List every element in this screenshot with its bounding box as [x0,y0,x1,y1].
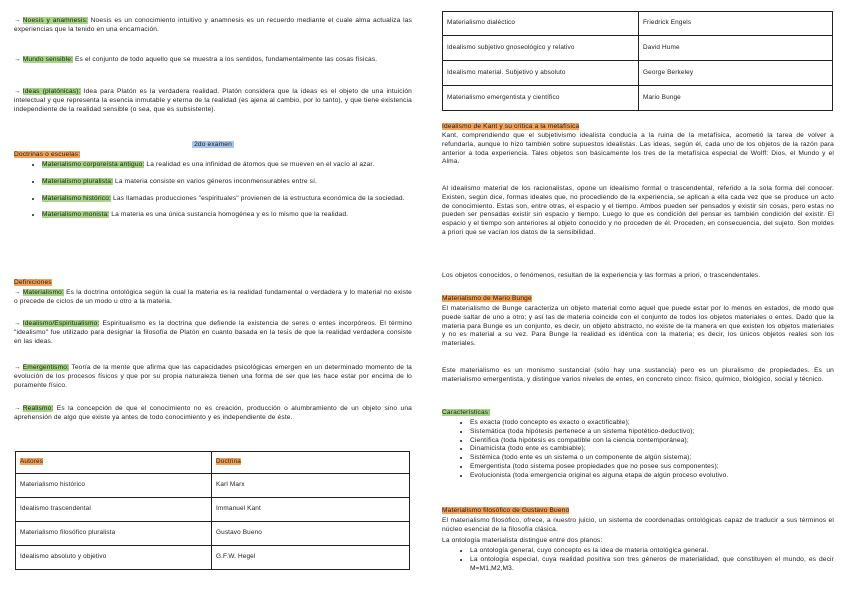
authors-table [15,451,410,570]
list-item: • Sistémica (todo ente es un sistema o un componente de algún sistema); [470,454,830,463]
table-cell: Gustavo Bueno [212,522,410,546]
bunge-paragraph-2: Este materialismo es un monismo sustancial (sólo hay una sustancia) pero es un pluralismo de propiedades. Es un materialismo emergentista, y distingue varios niveles de entes, en concreto cinco: físico, químico, biológico, social y técnico. [442,367,834,383]
table-cell: Idealismo trascendental [16,498,212,522]
list-item: • Evolucionista (toda emergencia original es alguna etapa de algún proceso evolutivo. [470,472,830,481]
definitions-heading: Definiciones [14,279,52,286]
list-item: • Emergentista (todo sistema posee propiedades que no posee sus componentes); [470,463,830,472]
table-cell: Idealismo subjetivo gnoseológico y relativo [443,36,639,61]
table-row [16,498,410,522]
table-cell: G.F.W. Hegel [212,546,410,570]
bunge-heading: Materialismo de Mario Bunge [442,295,532,302]
table-cell: Mario Bunge [639,86,833,111]
table-row [443,36,833,61]
table-cell: George Berkeley [639,61,833,86]
arrow-icon: → [14,289,21,296]
arrow-icon: → [14,364,21,371]
table-cell: Idealismo absoluto y objetivo [16,546,212,570]
bueno-heading: Materialismo filosófico de Gustavo Bueno [442,507,570,514]
table-row [443,61,833,86]
definition-idealismo: → Idealismo/Espiritualismo: Espiritualismo es la doctrina que defiende la existencia de seres o entes incorpóreos. El término "idealismo" fue utilizado para designar la filosofía de Platón en cuanto basada en la tesis de que la realidad verdadera consiste en las ideas. [14,320,412,345]
list-item: • Es exacta (todo concepto es exacto o exactificable); [470,419,830,428]
list-item: • Materialismo histórico: Las llamadas producciones "espirituales" provienen de la estructura económica de la sociedad. [42,195,412,204]
table-cell: Friedrick Engels [639,12,833,36]
table-cell: Materialismo histórico [16,474,212,498]
definition-emergentismo: → Emergentismo: Teoría de la mente que afirma que las capacidades psicológicas emergen en un determinado momento de la evolución de los procesos físicos y que por su propia naturaleza tienen una forma de ser que les hace estar por encima de lo puramente físico. [14,364,412,389]
arrow-icon: → [14,405,21,412]
schools-list [14,161,412,220]
table-row [16,522,410,546]
list-item: • La ontología general, cuyo concepto es la idea de materia ontológica general. [470,547,834,556]
list-item: • Materialismo corporeísta antiguo: La realidad es una infinidad de átomos que se mueven en el vacío al azar. [42,161,412,170]
table-cell: Idealismo material. Subjetivo y absoluto [443,61,639,86]
arrow-icon: → [14,320,21,327]
table-cell: Materialismo filosófico pluralista [16,522,212,546]
list-item: • Dinamicista (todo ente es cambiable); [470,445,830,454]
table-row [443,12,833,36]
table-header-cell: Autores [16,452,212,474]
table-cell: Karl Marx [212,474,410,498]
schools-heading: Doctrinas o escuelas: [14,151,81,158]
list-item: • Científica (toda hipótesis es compatible con la ciencia contemporánea); [470,437,830,446]
list-item: • Materialismo pluralista: La materia consiste en varios géneros inconmensurables entre sí. [42,178,412,187]
characteristics-list [442,419,830,481]
intro-ideas: → Ideas (platónicas): Idea para Platón es la verdadera realidad. Platón considera que la ideas es el objeto de una intuición intelectual y que representa la esencia inmutable y eterna de la realidad (es ajena al cambio, por lo tanto), y que tiene existencia independiente de la realidad sensible (o sea, que es subsistente). [14,88,412,113]
list-item: • La ontología especial, cuya realidad positiva son tres géneros de materialidad, que constituyen el mundo, es decir M=M1,M2,M3. [470,556,834,574]
intro-mundo-sensible: → Mundo sensible: Es el conjunto de todo aquello que se muestra a los sentidos, fundamentalmente las cosas físicas. [14,56,378,63]
table-row [16,546,410,570]
definition-materialismo: → Materialismo: Es la doctrina ontológica según la cual la materia es la realidad fundamental o verdadera y lo material no existe o precede de ciclos de un modo u otro a la materia. [14,289,412,305]
table-cell: Materialismo emergentista y científico [443,86,639,111]
bueno-paragraph-2: La ontología materialista distingue entre dos planos: [442,537,603,544]
table-row [443,86,833,111]
characteristics-heading: Características: [442,409,491,416]
kant-heading: Idealismo de Kant y su crítica a la metafísica [442,123,580,130]
list-item: • Materialismo monista: La materia es una única sustancia homogénea y es lo mismo que la realidad. [42,211,412,220]
table-cell: Immanuel Kant [212,498,410,522]
arrow-icon: → [14,88,21,95]
arrow-icon: → [14,17,21,24]
bueno-paragraph-1: El materialismo filosófico, ofrece, a nuestro juicio, un sistema de coordenadas ontológicas capaz de traducir a sus términos el núcleo esencial de la filosofía clásica. [442,517,834,533]
list-item: • Sistemática (toda hipótesis pertenece a un sistema hipotético-deductivo); [470,428,830,437]
bunge-paragraph-1: El materialismo de Bunge caracteriza un objeto material como aquel que puede estar por lo menos en estados, de modo que puede saltar de uno a otro; y así las de materia coincide con el conjunto de todos los objetos materiales o entes. Dado que la materia para Bunge es un conjunto, es decir, un objeto abstracto, no existe de la manera en que existen los objetos materiales y no es material a su vez. Para Bunge la realidad es idéntica con la materia; es decir, los únicos objetos reales son los materiales. [442,305,834,348]
arrow-icon: → [14,56,21,63]
definition-realismo: → Realismo: Es la concepción de que el conocimiento no es creación, producción o alumbramiento de un objeto sino una aprehensión de algo que existe ya antes de todo conocimiento y es independiente de éste. [14,405,412,421]
authors-table-continued [442,11,833,111]
intro-noesis: → Noesis y anamnesis: Noesis es un conocimiento intuitivo y anamnesis es un recuerdo mediante el cuale alma actualiza las experiencias que la tenido en una encarnación. [14,17,412,33]
table-row [16,474,410,498]
kant-paragraph-3: Los objetos conocidos, o fenómenos, resultan de la experiencia y las formas a priori, o trascendentales. [442,272,761,279]
kant-paragraph-2: Al idealismo material de los racionalistas, opone un idealismo formal o trascendental, referido a la sola forma del conocer. Existen, según dice, formas ideales que, no procediendo de la experiencia, se aplican a ella cada vez que se produce un acto de conocimiento. Estas son, entre otras, el espacio y el tiempo. Ambos pueden ser pensados y existir sin cosas, pero estas no pueden ser pensadas existir sin espacio y tiempo. Luego lo que es condición del pensar es también condición del existir. El espacio y el tiempo son anteriores al objeto conocido y no proceden de él. Proceden, en consecuencia, del sujeto. Son moldes a priori que se vacían los datos de la sensibilidad. [442,185,834,237]
table-cell: Materialismo dialéctico [443,12,639,36]
table-cell: David Hume [639,36,833,61]
kant-paragraph-1: Kant, comprendiendo que el subjetivismo idealista conducía a la ruina de la metafísica, acometió la tarea de volver a refundarla, aunque lo hizo también sobre supuestos idealistas. Las ideas, según él, cada uno de los objetos de la razón para anterior a toda experiencia. Tales objetos son básicamente los tres de la metafísica especial de Wolff: Dios, el Mundo y el Alma. [442,132,834,166]
exam-label: 2do examen [194,141,232,148]
bueno-list [442,547,834,573]
table-header-row [16,452,410,474]
table-header-cell: Doctrina [212,452,410,474]
